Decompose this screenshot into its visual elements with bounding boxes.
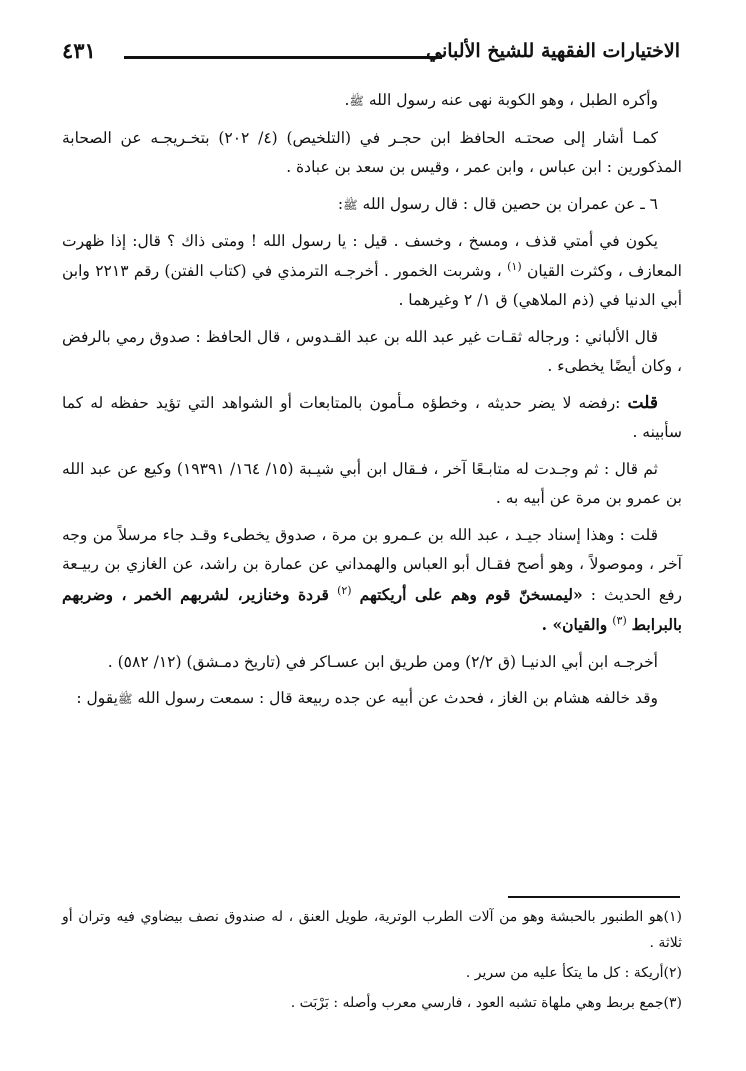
running-header	[62, 34, 680, 74]
hadith-quote: قردة وخنازير، لشربهم الخمر ، وضربهم بالبرابط	[62, 584, 682, 634]
footnote: (١)هو الطنبور بالحبشة وهو من آلات الطرب الوترية، طويل العنق ، له صندوق نصف بيضاوي فيه وتران أو ثلاثة .	[62, 909, 682, 951]
paragraph: أخرجـه ابن أبي الدنيـا (ق ٢/٢) ومن طريق ابن عسـاكر في (تاريخ دمـشق) (١٢/ ٥٨٢) .	[107, 652, 658, 671]
paragraph: ثم قال : ثم وجـدت له متابـعًا آخر ، فـقال ابن أبي شيـبة (١٥/ ١٦٤/ ١٩٣٩١) وكيع عن عبد الله بن عمرو بن مرة عن أبيه به .	[62, 459, 682, 507]
footnote-rule	[508, 896, 680, 898]
footnote: (٢)أريكة : كل ما يتكأ عليه من سرير .	[465, 965, 682, 981]
hadith-text: يكون في أمتي قذف ، ومسخ ، وخسف . قيل : يا رسول الله ! ومتى ذاك ؟ قال: إذا ظهرت المعازف ، وكثرت القيان $^{(١)}$ ، وشربت الخمور . أخرجـه الترمذي في (كتاب الفتن) رقم ٢٢١٣ وابن أبي الدنيا في (ذم الملاهي) ق ١/ ٢ وغيرهما .	[62, 232, 682, 309]
hadith-quote: «ليمسخنّ قوم وهم على أريكتهم	[359, 584, 583, 604]
book-title: الاختيارات الفقهية للشيخ الألباني	[426, 40, 680, 62]
paragraph: وأكره الطبل ، وهو الكوبة نهى عنه رسول الله ﷺ.	[344, 91, 658, 109]
main-text	[62, 86, 682, 722]
footnotes	[62, 904, 682, 1020]
page-number: ٤٣١	[62, 38, 96, 63]
hadith-heading: ٦ ـ عن عمران بن حصين قال : قال رسول الله ﷺ:	[337, 194, 658, 213]
paragraph: كمـا أشار إلى صحتـه الحافظ ابن حجـر في (التلخيص) (٤/ ٢٠٢) بتخـريجـه عن الصحابة المذكورين : ابن عباس ، وابن عمر ، وقيس بن سعد بن عبادة .	[62, 128, 682, 176]
footnote-ref[interactable]: (٣)	[612, 613, 627, 627]
footnote-ref[interactable]: (١)	[507, 259, 522, 273]
salutation-glyph: ﷺ	[343, 197, 358, 212]
salutation-glyph: ﷺ	[117, 692, 133, 706]
lead-word: قلت	[627, 392, 658, 413]
paragraph: قلت : وهذا إسناد جيـد ، عبد الله بن عـمرو بن مرة ، صدوق يخطىء وقـد جاء مرسلاً من وجه آخر ، وموصولاً ، وهو أصح فقـال أبو العباس والهمداني عن عمارة بن راشد، عن الغازي بن ربيـعة رفع الحديث : «ليمسخنّ قوم وهم على أريكتهم $^{(٢)}$ قردة وخنازير، لشربهم الخمر ، وضربهم بالبرابط $^{(٣)}$ والقيان» .	[62, 525, 682, 634]
paragraph: وقد خالفه هشام بن الغاز ، فحدث عن أبيه عن جده ربيعة قال : سمعت رسول الله ﷺيقول :	[76, 689, 658, 707]
salutation-glyph: ﷺ	[349, 94, 364, 108]
footnote-ref[interactable]: (٢)	[337, 583, 352, 597]
paragraph: قلت :رفضه لا يضر حديثه ، وخطؤه مـأمون بالمتابعات أو الشواهد التي تؤيد حفظه له كما سأبينه .	[62, 392, 682, 441]
footnote: (٣)جمع بربط وهي ملهاة تشبه العود ، فارسي معرب وأصله : بَرْبَت .	[290, 995, 682, 1011]
paragraph: قال الألباني : ورجاله ثقـات غير عبد الله بن عبد القـدوس ، قال الحافظ : صدوق رمي بالرفض ، وكان أيضًا يخطىء .	[62, 327, 682, 375]
header-rule	[124, 56, 442, 59]
hadith-quote: والقيان» .	[541, 615, 608, 634]
